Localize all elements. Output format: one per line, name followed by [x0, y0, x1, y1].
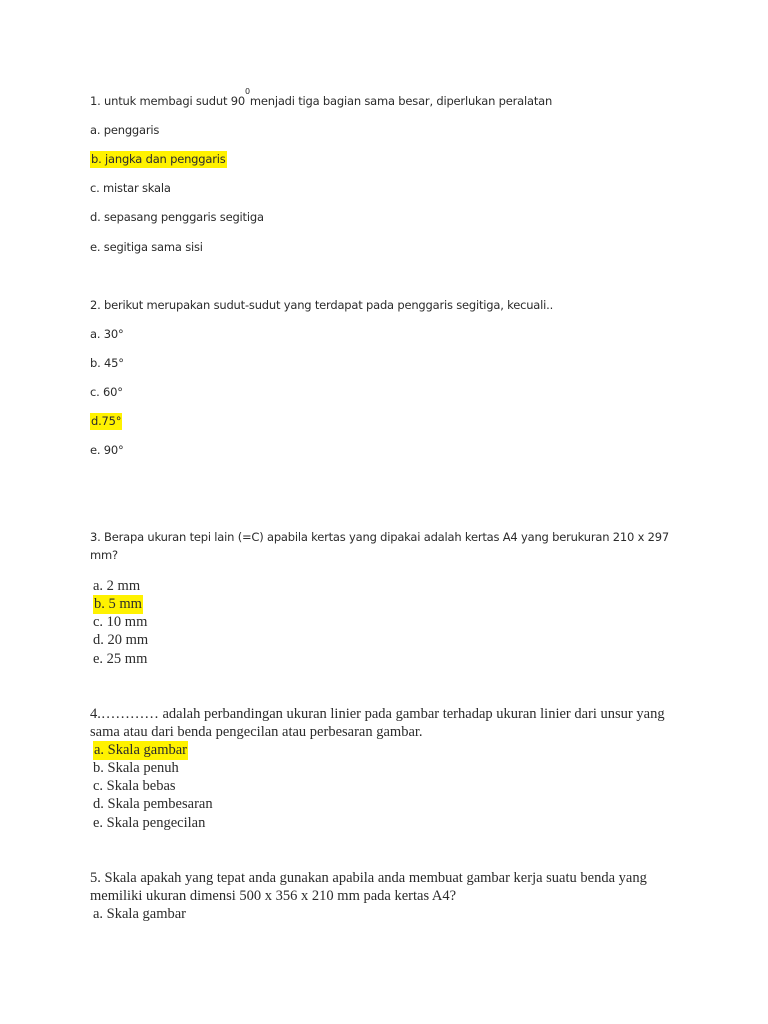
q3-option-b: [93, 596, 143, 612]
q1-option-b: [90, 151, 227, 167]
q2-question: 2. berikut merupakan sudut-sudut yang terdapat pada penggaris segitiga, kecuali..: [90, 298, 554, 312]
q1-option-b-highlight: b. jangka dan penggaris: [91, 152, 226, 166]
q1-option-d: d. sepasang penggaris segitiga: [90, 210, 264, 224]
q4-question-line1: 4.………… adalah perbandingan ukuran linier pada gambar terhadap ukuran linier dari unsur yang: [90, 706, 665, 722]
q2-option-a: a. 30°: [90, 327, 124, 341]
q4-option-a: [93, 742, 188, 758]
q2-option-e: e. 90°: [90, 443, 124, 457]
q3-question-line2: mm?: [90, 548, 118, 562]
q1-question-text-end: menjadi tiga bagian sama besar, diperlukan peralatan: [249, 94, 553, 108]
q3-option-b-highlight: b. 5 mm: [94, 596, 142, 612]
q4-option-e: e. Skala pengecilan: [93, 815, 206, 831]
q5-option-a: a. Skala gambar: [93, 906, 187, 922]
degree-superscript: 0: [244, 87, 250, 96]
q3-option-e: e. 25 mm: [93, 651, 148, 667]
q4-option-d: d. Skala pembesaran: [93, 796, 213, 812]
q4-question-line2: sama atau dari benda pengecilan atau perbesaran gambar.: [90, 724, 423, 740]
q3-option-c: c. 10 mm: [93, 614, 148, 630]
q1-option-c: c. mistar skala: [90, 181, 171, 195]
q5-question-line2: memiliki ukuran dimensi 500 x 356 x 210 mm pada kertas A4?: [90, 888, 457, 904]
q1-question-text: 1. untuk membagi sudut 90: [90, 94, 245, 108]
q4-option-c: c. Skala bebas: [93, 778, 176, 794]
q2-option-d-highlight: d.75°: [91, 414, 122, 428]
q4-option-b: b. Skala penuh: [93, 760, 179, 776]
q1-question: [90, 87, 553, 109]
q1-option-a: a. penggaris: [90, 123, 160, 137]
q2-option-b: b. 45°: [90, 356, 124, 370]
q3-option-a: a. 2 mm: [93, 578, 141, 594]
q1-option-e: e. segitiga sama sisi: [90, 240, 203, 254]
q3-option-d: d. 20 mm: [93, 632, 149, 648]
q3-question-line1: 3. Berapa ukuran tepi lain (=C) apabila kertas yang dipakai adalah kertas A4 yang berukuran 210 x 297: [90, 530, 670, 544]
q2-option-d: [90, 413, 122, 429]
q5-question-line1: 5. Skala apakah yang tepat anda gunakan apabila anda membuat gambar kerja suatu benda yang: [90, 870, 647, 886]
q2-option-c: c. 60°: [90, 385, 123, 399]
q4-option-a-highlight: a. Skala gambar: [94, 742, 188, 758]
